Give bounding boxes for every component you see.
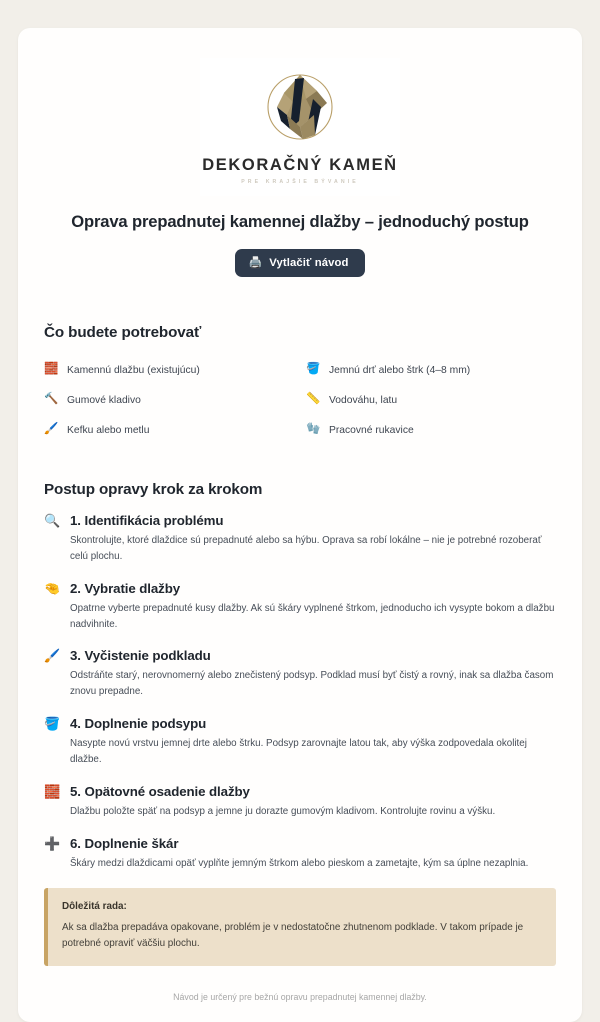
bucket-icon: 🪣 — [44, 716, 61, 732]
brick-wall-icon: 🧱 — [44, 783, 61, 799]
material-item — [306, 385, 556, 415]
step-item — [44, 784, 556, 820]
material-label: Jemnú drť alebo štrk (4–8 mm) — [329, 364, 471, 376]
step-header — [44, 513, 556, 528]
materials-heading: Čo budete potrebovať — [44, 324, 202, 341]
step-description: Škáry medzi dlaždicami opäť vyplňte jemným štrkom alebo pieskom a zametajte, kým sa úplne nezaplnia. — [70, 857, 529, 869]
paintbrush-icon: 🖌️ — [44, 423, 59, 436]
material-label: Pracovné rukavice — [329, 424, 414, 436]
materials-list — [44, 355, 556, 445]
callout-text: Ak sa dlažba prepadáva opakovane, problém je v nedostatočne zhutnenom podklade. V takom prípade je potrebné opraviť väčšiu plochu. — [62, 921, 524, 949]
print-button-label: Vytlačiť návod — [269, 257, 349, 269]
material-label: Kamennú dlažbu (existujúcu) — [67, 364, 200, 376]
magnifier-icon: 🔍 — [44, 513, 61, 528]
step-header — [44, 716, 556, 731]
step-header — [44, 581, 556, 596]
step-item — [44, 836, 556, 872]
callout-title: Dôležitá rada: — [62, 900, 127, 912]
brand-tagline: PRE KRAJŠIE BÝVANIE — [241, 179, 359, 185]
step-description: Opatrne vyberte prepadnuté kusy dlažby. Ak sú škáry vyplnené štrkom, jednoducho ich vysypte bokom a dlažbu nadvihnite. — [70, 602, 555, 630]
faceted-stone-gem-icon — [257, 69, 343, 149]
page-title: Oprava prepadnutej kamennej dlažby – jednoduchý postup — [71, 212, 529, 231]
step-description: Skontrolujte, ktoré dlaždice sú prepadnuté alebo sa hýbu. Oprava sa robí lokálne – nie je potrebné rozoberať celú plochu. — [70, 535, 542, 562]
step-description: Odstráňte starý, nerovnomerný alebo znečistený podsyp. Podklad musí byť čistý a rovný, inak sa dlažba časom znovu prepadne. — [70, 670, 554, 698]
step-title: 2. Vybratie dlažby — [70, 580, 181, 596]
material-item — [44, 385, 294, 415]
paintbrush-icon: 🖌️ — [44, 648, 61, 664]
step-header — [44, 648, 556, 663]
pinching-hand-icon: 🤏 — [44, 580, 61, 596]
step-header — [44, 784, 556, 799]
footer-note: Návod je určený pre bežnú opravu prepadnutej kamennej dlažby. — [173, 992, 427, 1003]
step-item — [44, 648, 556, 700]
important-tip-callout — [44, 888, 556, 967]
brand-name: DEKORAČNÝ KAMEŇ — [202, 156, 398, 174]
step-description: Nasypte novú vrstvu jemnej drte alebo štrku. Podsyp zarovnajte latou tak, aby výška zodpovedala okolitej dlažbe. — [70, 738, 527, 766]
step-title: 6. Doplnenie škár — [70, 835, 179, 851]
print-button-row — [44, 249, 556, 277]
bucket-icon: 🪣 — [306, 363, 321, 376]
step-item — [44, 513, 556, 565]
step-header — [44, 836, 556, 851]
brick-wall-icon: 🧱 — [44, 363, 59, 376]
plus-icon: ➕ — [44, 835, 61, 851]
step-title: 5. Opätovné osadenie dlažby — [70, 783, 250, 799]
gloves-icon: 🧤 — [306, 423, 321, 436]
step-description: Dlažbu položte späť na podsyp a jemne ju dorazte gumovým kladivom. Kontrolujte rovinu a výšku. — [70, 805, 496, 817]
procedure-heading: Postup opravy krok za krokom — [44, 481, 263, 498]
material-item — [44, 355, 294, 385]
material-item — [44, 415, 294, 445]
logo-container — [44, 58, 556, 196]
step-title: 1. Identifikácia problému — [70, 513, 224, 528]
material-item — [306, 355, 556, 385]
material-label: Vodováhu, latu — [329, 394, 398, 406]
ruler-icon: 📏 — [306, 393, 321, 406]
print-guide-button[interactable] — [235, 249, 364, 277]
procedure-steps — [44, 513, 556, 872]
step-title: 4. Doplnenie podsypu — [70, 716, 207, 732]
step-item — [44, 716, 556, 768]
material-label: Kefku alebo metlu — [67, 424, 150, 436]
material-label: Gumové kladivo — [67, 394, 141, 406]
step-item — [44, 581, 556, 633]
step-title: 3. Vyčistenie podkladu — [70, 648, 211, 664]
brand-logo — [200, 58, 400, 196]
guide-card — [18, 28, 582, 1022]
printer-icon: 🖨️ — [248, 256, 263, 269]
material-item — [306, 415, 556, 445]
hammer-icon: 🔨 — [44, 393, 59, 406]
